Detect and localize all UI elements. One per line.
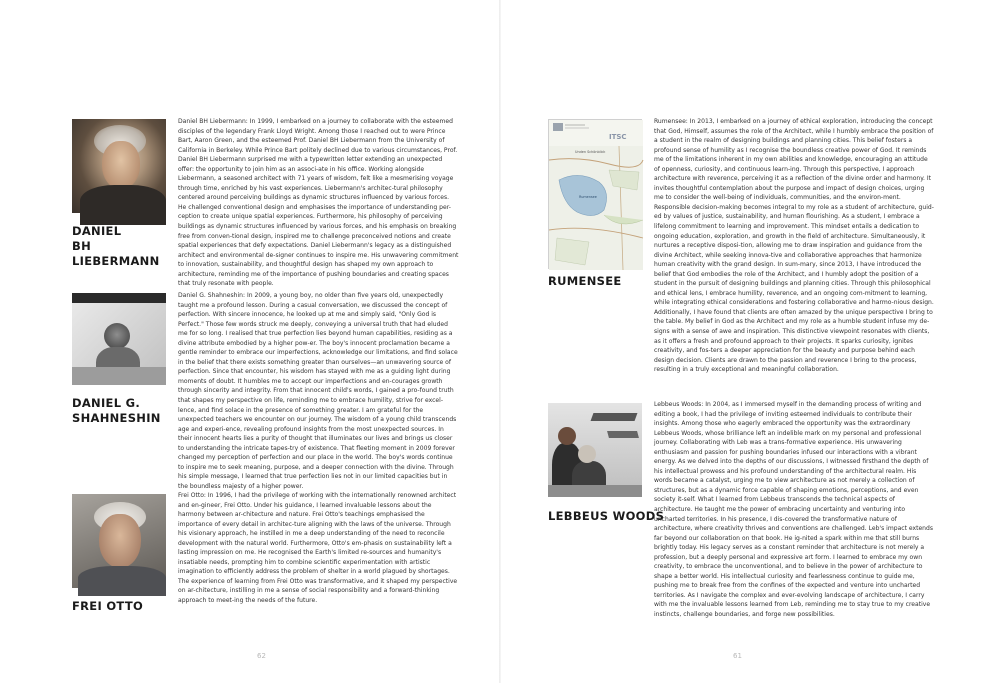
name-line: BH — [72, 239, 91, 253]
photo-top-band — [72, 293, 166, 303]
map-place-label: Unden Schönblick — [575, 150, 606, 154]
portrait-body — [80, 185, 166, 225]
woods-name — [548, 509, 664, 524]
shahneshin-bio: Daniel G. Shahneshin: In 2009, a young boy, no older than five years old, unexpectedly taught me a profound lesson. During a casual conversation, we discussed the concept of perfection. With sincere innocence, he looked up at me and simply said, "Only God is Perfect." Those few words struck me deeply, conveying a universal truth that had eluded me for so long. I realised that true perfection lies beyond human capabilities, residing as a divine attribute embodied by a higher pow-er. The boy's innocent proclamation became a gentle reminder to embrace our imperfections, acknowledge our limitations, and find solace in the belief that there exists something greater than ourselves—an unwavering source of perfection. Since that encounter, his wisdom has stayed with me as a guiding light during moments of doubt. It humbles me to accept our imperfections and en-courages growth through sincerity and integrity. From that innocent child's words, I gained a pro-found truth that shapes my perspective on life, reminding me to embrace humility, strive for excel-lence, and find solace in the presence of something greater. I am grateful for the unexpected teachers we encounter on our journey. The wisdom of a young child transcends age and experi-ence, revealing profound insights from the most unexpected sources. In their innocent hearts lies a purity of thought that illuminates our lives and brings us closer to understanding the intricate tapes-try of existence. That fleeting moment in 2009 forever changed my perception of perfection and our place in the world. The boy's words continue to inspire me to seek meaning, purpose, and a deeper connection with the divine. Through his simple message, I learned that true perfection lies not in our limited capacities but in the boundless majesty of a higher power. — [178, 292, 458, 490]
map-logo-icon — [553, 123, 563, 131]
child-head — [104, 323, 130, 349]
shahneshin-name — [72, 396, 161, 426]
photo-table — [548, 485, 642, 497]
shahneshin-photo — [72, 293, 166, 385]
left-page-number: 62 — [257, 652, 266, 660]
liebermann-bio: Daniel BH Liebermann: In 1999, I embarked on a journey to collaborate with the esteemed disciples of the legendary Frank Lloyd Wright. Among those I reached out to were Prince Bart, Aaron Green, and the esteemed Prof. Daniel BH Liebermann from the University of California in Berkeley. While Prince Bart politely declined due to various circumstances, Prof. Daniel BH Liebermann surprised me with a typewritten letter extending an unexpected offer: the opportunity to join him as an associ-ate in his office. Working alongside Liebermann, a seasoned architect with 71 years of wisdom, felt like a mesmerising voyage through time, enriched by his vast experiences. Liebermann's architec-tural philosophy centered around perceiving buildings as dynamic structures influenced by various forces. He challenged conventional design and emphasises the importance of understanding per-ception to create unique spatial experiences. Furthermore, his philosophy of perceiving buildings as dynamic structures influenced by various forces, and his emphasis on breaking free from conven-tional design, inspired me to challenge preconceived notions and create spatial experiences that defy expectations. Daniel Liebermann's legacy as a distinguished architect and environmental de-signer continues to inspire me. His unwavering commitment to innovation, sustainability, and thoughtful design has shaped my own approach to architecture, reminding me of the importance of pushing boundaries and creating spaces that truly resonate with people. — [178, 118, 459, 288]
name-line: LIEBERMANN — [72, 254, 160, 268]
person-head — [578, 445, 596, 463]
otto-name — [72, 599, 143, 614]
otto-portrait — [72, 494, 166, 588]
liebermann-portrait — [72, 119, 166, 213]
otto-bio: Frei Otto: In 1996, I had the privilege of working with the internationally renowned architect and en-gineer, Frei Otto. Under his guidance, I learned invaluable lessons about the harmony between ar-chitecture and nature. Frei Otto's teachings emphasised the importance of every detail in architec-ture aligning with the laws of the universe. Through his visionary approach, he instilled in me a deep understanding of the need to reconcile development with the natural world. Furthermore, Otto's em-phasis on sustainability left a lasting impression on me. He recognised the Earth's limited re-sources and humanity's insatiable needs, prompting him to combine scientific experimentation with artistic imagination to efficiently address the problem of shelter in a world plagued by shortages. The experience of learning from Frei Otto was transformative, and it shaped my perspective on ar-chitecture, instilling in me a sense of social responsibility and a forward-thinking approach to meet-ing the needs of the future. — [178, 492, 458, 605]
name-line: DANIEL G. — [72, 396, 141, 410]
rumensee-name — [548, 274, 622, 289]
name-line: SHAHNESHIN — [72, 411, 161, 425]
map-lake-label: Rumensee — [579, 195, 597, 199]
name-line: RUMENSEE — [548, 274, 622, 288]
map-drawing — [549, 120, 643, 270]
portrait-face — [102, 141, 140, 189]
name-line: DANIEL — [72, 224, 122, 238]
woods-bio: Lebbeus Woods: In 2004, as I immersed myself in the demanding process of writing and editing a book, I had the privilege of inviting esteemed individuals to contribute their insights. Among those who eagerly embraced the opportunity was the extraordinary Lebbeus Woods, whose brilliance left an indelible mark on my personal and professional journey. Collaborating with Leb was a trans-formative experience. His unwavering enthusiasm and passion for pushing boundaries infused our interactions with a vibrant energy. As we delved into the depths of our discussions, I witnessed firsthand the depth of his intellectual prowess and his profound understanding of the architectural realm. His words became a catalyst, urging me to view architecture as not merely a collection of structures, but as a dynamic force capable of shaping emotions, perceptions, and even society it-self. What I learned from Lebbeus transcends the technical aspects of architecture. He taught me the power of embracing uncertainty and venturing into uncharted territories. In his presence, I dis-covered the transformative nature of architecture, where creativity thrives and conventions are challenged. Leb's impact extends far beyond our collaboration on that book. He ig-nited a spark within me that still burns brightly today. His legacy serves as a constant reminder that architecture is not merely a profession, but a deeply personal and expressive art form. I learned to embrace my own creativity, to embrace the unconventional, and to believe in the power of architecture to shape a better world. His intellectual curiosity and fearlessness continue to guide me, pushing me to break free from the confines of the expected and venture into uncharted territories. As I navigate the complex and ever-evolving landscape of architecture, I carry with me the invaluable lessons learned from Leb, reminding me to stay true to my creative instincts, challenge boundaries, and forge new possibilities. — [654, 401, 934, 619]
portrait-face — [99, 514, 141, 568]
name-line: FREI OTTO — [72, 599, 144, 613]
rumensee-bio: Rumensee: In 2013, I embarked on a journey of ethical exploration, introducing the concept that God, Himself, assumes the role of the Architect, while I humbly embrace the position of a student in the realm of designing buildings and planning cities. This belief fosters a profound sense of humility as I recognise the boundless creative power of God. It reminds me of the limitations inherent in my own abilities and knowledge, encouraging an attitude of openness, curiosity, and continuous learn-ing. Through this perspective, I approach architecture with reverence, perceiving it as a reflection of the divine order and harmony. It invites thoughtful contemplation about the purpose and impact of design choices, urging me to consider the well-being of individuals, communities, and the environ-ment. Responsible decision-making becomes integral to my role as a student of architecture, guid-ed by values of justice, sustainability, and human flourishing. As a student, I embrace a lifelong commitment to learning and improvement. This mindset entails a dedication to ongoing education, exploration, and growth in the field of architecture. Simultaneously, it nurtures a receptive disposi-tion, allowing me to draw inspiration and guidance from the divine Architect, while seeking innova-tive and collaborative approaches that harmonize human creativity with the grand design. In sum-mary, since 2013, I have introduced the belief that God embodies the role of the Architect, and I humbly adopt the position of a student in the pursuit of designing buildings and planning cities. Through this philosophical and ethical lens, I embrace humility, reverence, and an ongoing com-mitment to learning, while integrating ethical considerations and fostering collaborative and harmo-nious design. Additionally, I have found that clients are often amazed by the unique perspective I bring to the table. My belief in God as the Architect and my role as a humble student infuse my de-signs with a sense of awe and inspiration. This distinctive viewpoint resonates with clients, as it offers a fresh and profound approach to their projects. It sparks curiosity, ignites creativity, and fos-ters a deeper appreciation for the beauty and purpose behind each design decision. Clients are drawn to the passion and reverence I bring to the process, resulting in a truly exceptional and meaningful collaboration. — [654, 118, 934, 374]
name-line: LEBBEUS WOODS — [548, 509, 665, 523]
architectural-model — [591, 413, 638, 421]
portrait-body — [78, 566, 166, 596]
map-itsc-label: ITSC — [609, 133, 627, 141]
architectural-model — [607, 431, 639, 438]
photo-table — [72, 367, 166, 385]
right-page-number: 61 — [733, 652, 742, 660]
book-gutter — [499, 0, 501, 683]
person-head — [558, 427, 576, 445]
woods-photo — [548, 403, 642, 497]
rumensee-map — [548, 119, 642, 269]
liebermann-name — [72, 224, 160, 269]
